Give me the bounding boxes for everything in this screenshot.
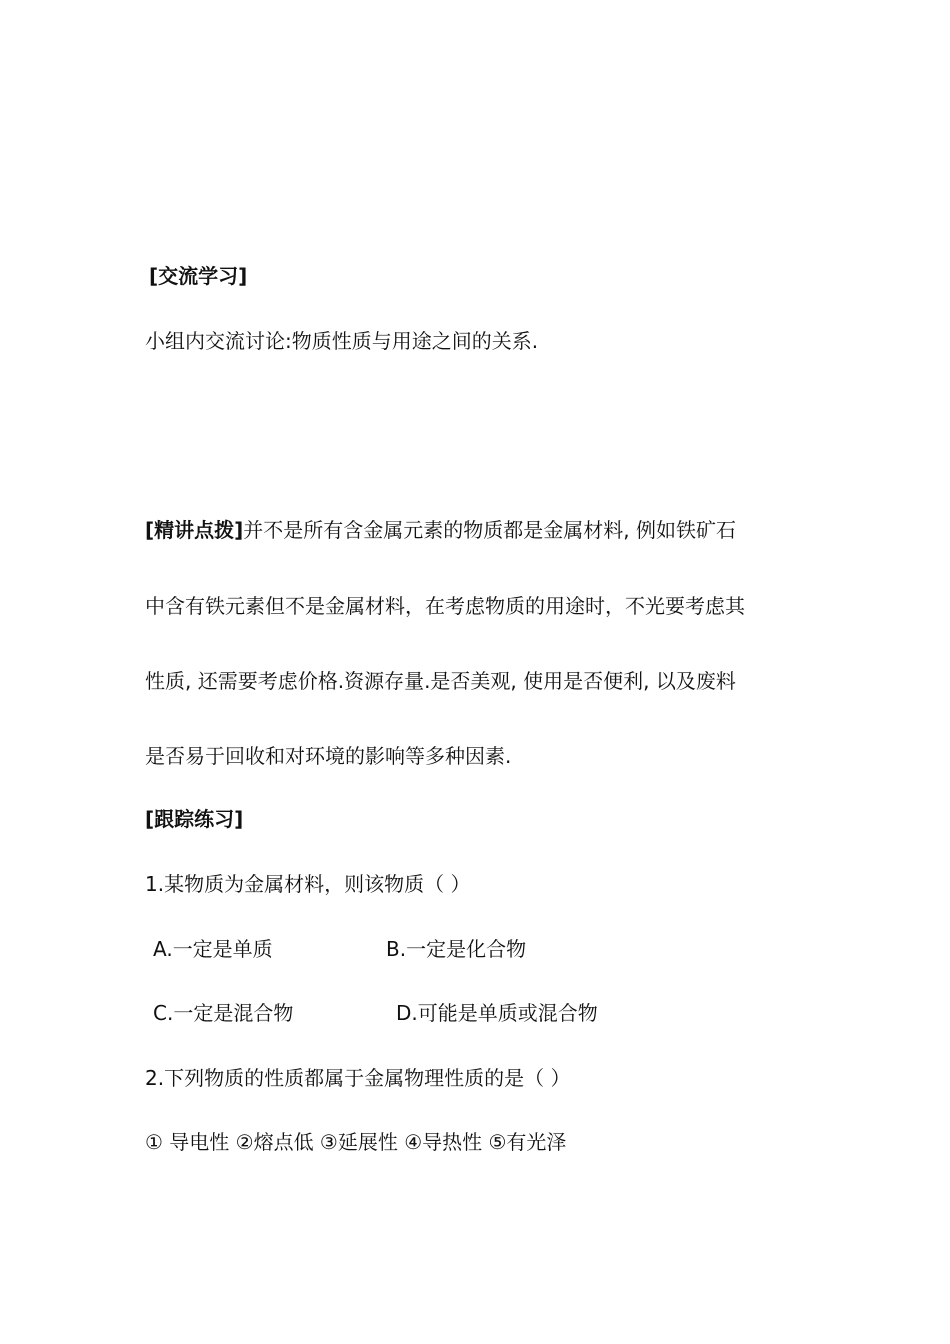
question-1-option-a: A.一定是单质 [153,937,273,961]
question-1-stem: 1.某物质为金属材料，则该物质（ ） [145,872,471,896]
exchange-text: 小组内交流讨论:物质性质与用途之间的关系. [145,329,539,353]
explanation-text-1: 并不是所有含金属元素的物质都是金属材料, 例如铁矿石 [243,518,736,542]
exchange-heading: [交流学习] [149,264,248,288]
explanation-heading: [精讲点拨] [145,518,244,542]
explanation-line-3: 性质, 还需要考虑价格.资源存量.是否美观, 使用是否便利, 以及废料 [145,669,736,693]
question-2-items: ① 导电性 ②熔点低 ③延展性 ④导热性 ⑤有光泽 [145,1130,567,1154]
question-1-option-c: C.一定是混合物 [153,1001,294,1025]
question-1-option-b: B.一定是化合物 [386,937,527,961]
explanation-line-2: 中含有铁元素但不是金属材料，在考虑物质的用途时，不光要考虑其 [145,594,745,618]
question-2-stem: 2.下列物质的性质都属于金属物理性质的是（ ） [145,1066,571,1090]
explanation-line-1 [145,516,736,544]
practice-heading: [跟踪练习] [145,807,244,831]
explanation-line-4: 是否易于回收和对环境的影响等多种因素. [145,744,512,768]
question-1-option-d: D.可能是单质或混合物 [396,1001,598,1025]
